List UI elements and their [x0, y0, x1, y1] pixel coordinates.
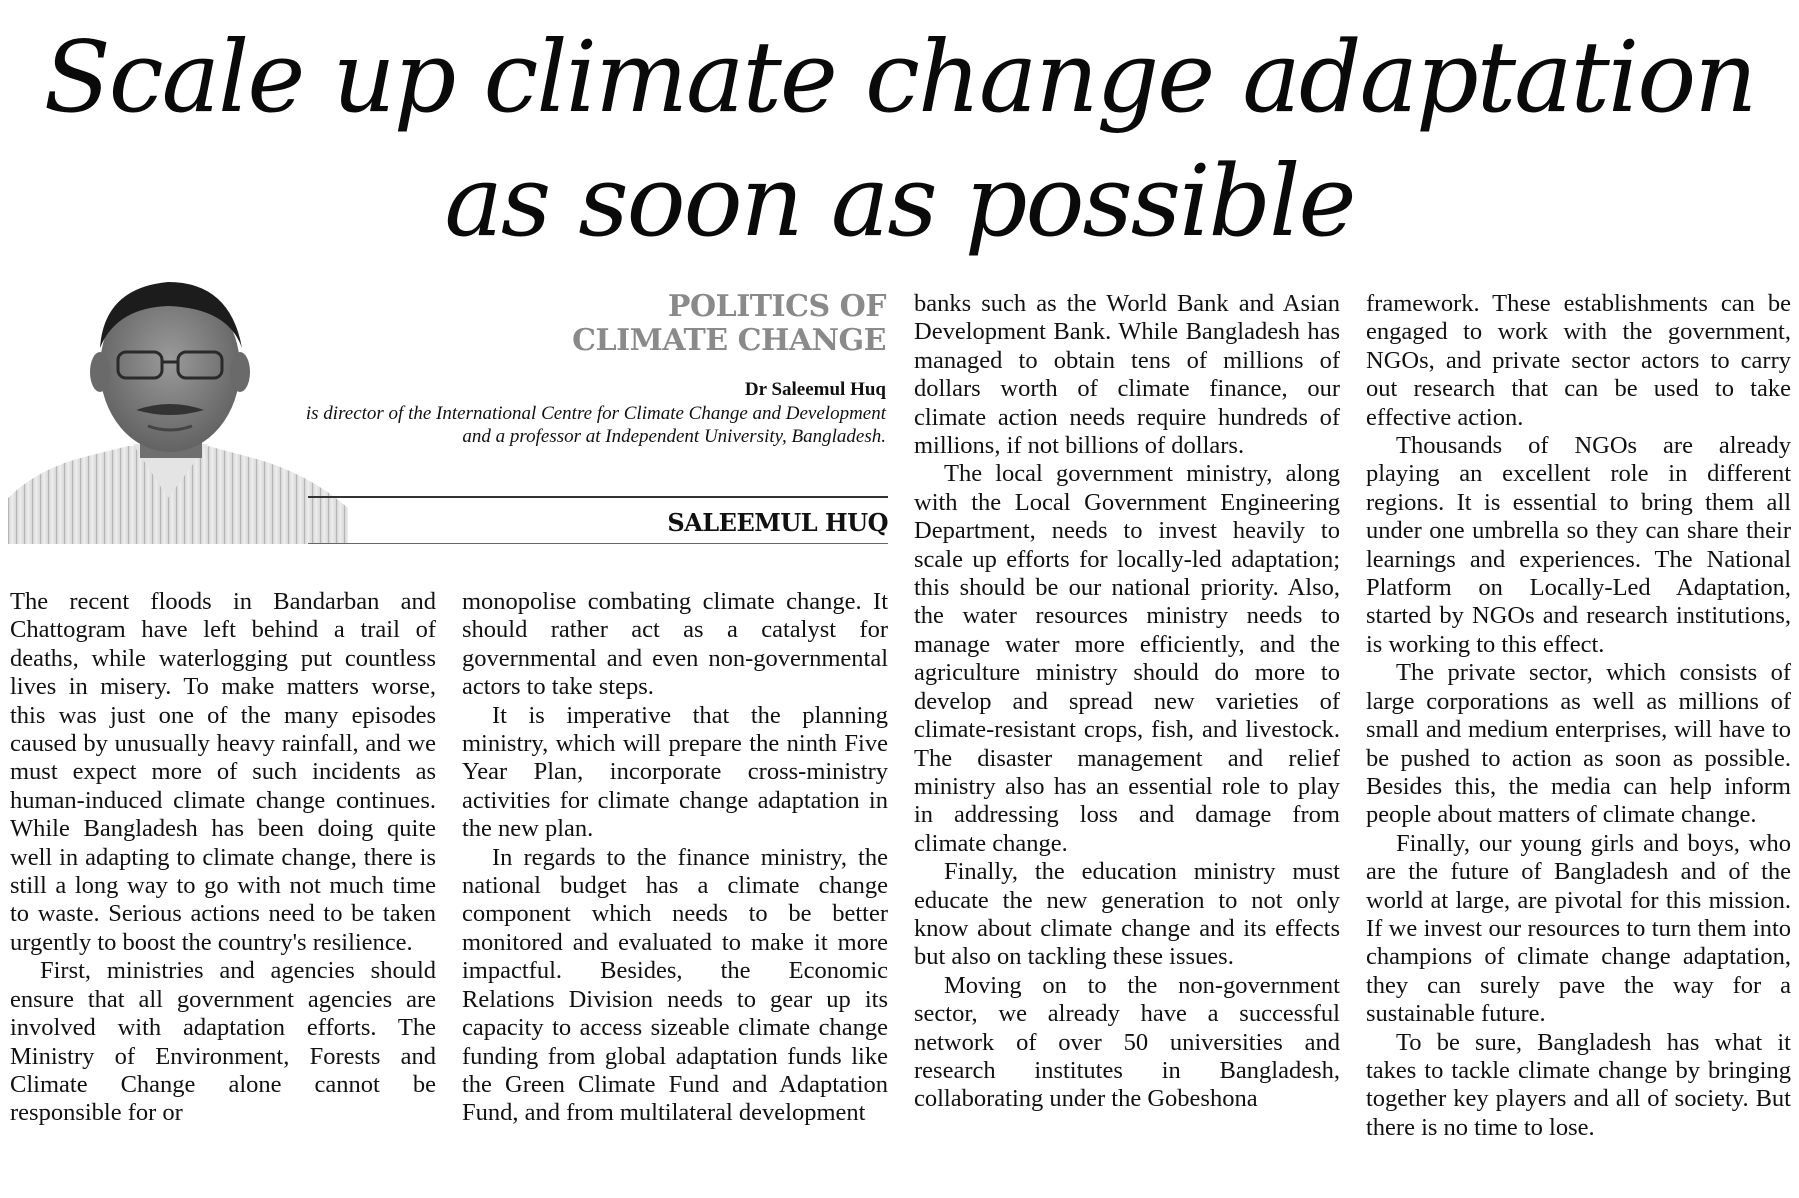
paragraph: The local government ministry, along with the Local Government Engineering Department, needs to invest heavily to scale up efforts for locally-led adaptation; this should be our national priority. Also, the water resources ministry needs to manage water more efficiently, and the agriculture ministry should do more to develop and spread new varieties of climate-resistant crops, fish, and livestock. The disaster management and relief ministry also has an essential role to play in addressing loss and damage from climate change.	[914, 460, 1340, 857]
paragraph: To be sure, Bangladesh has what it takes to tackle climate change by bringing together key players and all of society. But there is no time to lose.	[1366, 1028, 1791, 1141]
author-caps-name: SALEEMUL HUQ	[667, 508, 888, 537]
article-column-1	[10, 588, 436, 1188]
column-name-line-1: POLITICS OF	[667, 289, 886, 324]
paragraph: First, ministries and agencies should ensure that all government agencies are involved with adaptation efforts. The Ministry of Environment, Forests and Climate Change alone cannot be responsible for or	[10, 957, 436, 1127]
byline-rule-bottom	[308, 543, 888, 544]
paragraph: banks such as the World Bank and Asian Development Bank. While Bangladesh has managed to obtain tens of millions of dollars worth of climate finance, our climate action needs require hundreds of millions, if not billions of dollars.	[914, 290, 1340, 460]
paragraph: monopolise combating climate change. It should rather act as a catalyst for governmental and even non-governmental actors to take steps.	[462, 588, 888, 701]
author-bio: is director of the International Centre for Climate Change and Development and a professor at Independent University, Bangladesh.	[305, 403, 886, 447]
paragraph: Moving on to the non-government sector, we already have a successful network of over 50 universities and research institutes in Bangladesh, collaborating under the Gobeshona	[914, 971, 1340, 1113]
byline-rule	[308, 496, 888, 498]
paragraph: Thousands of NGOs are already playing an excellent role in different regions. It is essential to bring them all under one umbrella so they can share their learnings and experiences. The National Platform on Locally-Led Adaptation, started by NGOs and research institutions, is working to this effect.	[1366, 432, 1791, 658]
paragraph: framework. These establishments can be engaged to work with the government, NGOs, and private sector actors to carry out research that can be used to take effective action.	[1366, 290, 1791, 431]
column-name-line-2: CLIMATE CHANGE	[572, 323, 886, 358]
paragraph: The recent floods in Bandarban and Chattogram have left behind a trail of deaths, while waterlogging put countless lives in misery. To make matters worse, this was just one of the many episodes caused by unusually heavy rainfall, and we must expect more of such incidents as human-induced climate change continues. While Bangladesh has been doing quite well in adapting to climate change, there is still a long way to go with not much time to waste. Serious actions need to be taken urgently to boost the country's resilience.	[10, 588, 436, 956]
headline-line-2: as soon as possible	[444, 145, 1355, 259]
headline-line-1: Scale up climate change adaptation	[43, 21, 1756, 135]
author-portrait	[8, 268, 348, 544]
article-column-2	[462, 588, 888, 1188]
paragraph: It is imperative that the planning ministry, which will prepare the ninth Five Year Plan, incorporate cross-ministry activities for climate change adaptation in the new plan.	[462, 701, 888, 843]
author-name: Dr Saleemul Huq	[744, 379, 886, 400]
paragraph: The private sector, which consists of large corporations as well as millions of small and medium enterprises, will have to be pushed to action as soon as possible. Besides this, the media can help inform people about matters of climate change.	[1366, 659, 1791, 829]
paragraph: Finally, our young girls and boys, who are the future of Bangladesh and of the world at large, are pivotal for this mission. If we invest our resources to turn them into champions of climate change adaptation, they can surely pave the way for a sustainable future.	[1366, 829, 1791, 1028]
byline-block	[300, 290, 886, 448]
article-column-4	[1366, 290, 1791, 1188]
column-name	[300, 290, 886, 358]
paragraph: Finally, the education ministry must educate the new generation to not only know about climate change and its effects but also on tackling these issues.	[914, 858, 1340, 971]
article-column-3	[914, 290, 1340, 1188]
paragraph: In regards to the finance ministry, the national budget has a climate change component which needs to be better monitored and evaluated to make it more impactful. Besides, the Economic Relations Division needs to gear up its capacity to access sizeable climate change funding from global adaptation funds like the Green Climate Fund and Adaptation Fund, and from multilateral development	[462, 843, 888, 1127]
headline	[0, 16, 1799, 264]
